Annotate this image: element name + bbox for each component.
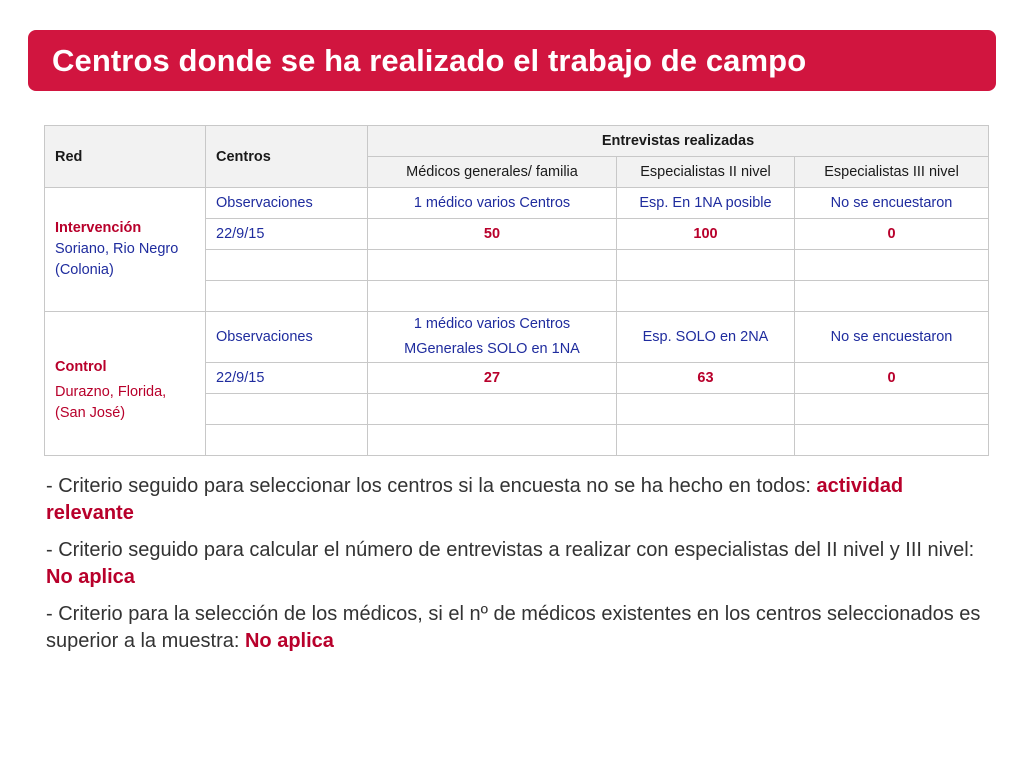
criteria-item [46,537,996,591]
value-cell: 27 [368,363,617,394]
header-entrevistas: Entrevistas realizadas [368,126,989,157]
table-row [45,188,989,219]
value-cell: 0 [795,219,989,250]
obs-cell: No se encuestaron [795,312,989,363]
empty-cell [206,394,368,425]
empty-cell [368,281,617,312]
obs-cell: Esp. SOLO en 2NA [617,312,795,363]
empty-cell [795,425,989,456]
page-title: Centros donde se ha realizado el trabajo de campo [52,42,807,78]
empty-cell [368,394,617,425]
criteria-list [46,473,996,665]
obs-cell [368,312,617,363]
header-row [45,126,989,157]
value-cell: 50 [368,219,617,250]
table-row [45,312,989,363]
criteria-text: - Criterio seguido para seleccionar los centros si la encuesta no se ha hecho en todos: [46,475,817,497]
value-cell: 0 [795,363,989,394]
obs-cell: No se encuestaron [795,188,989,219]
header-red: Red [45,126,206,188]
obs-cell: Esp. En 1NA posible [617,188,795,219]
header-especialistas-ii: Especialistas II nivel [617,157,795,188]
header-especialistas-iii: Especialistas III nivel [795,157,989,188]
empty-cell [206,281,368,312]
obs-cell: 1 médico varios Centros [368,188,617,219]
empty-cell [206,425,368,456]
value-cell: 100 [617,219,795,250]
empty-cell [368,250,617,281]
empty-cell [368,425,617,456]
criteria-text: - Criterio seguido para calcular el número de entrevistas a realizar con especialistas del II nivel y III nivel: [46,539,975,561]
group-cell-control [45,312,206,456]
group-location: Soriano, Rio Negro (Colonia) [55,241,179,278]
obs-line: 1 médico varios Centros [413,316,571,332]
empty-cell [617,281,795,312]
empty-cell [617,250,795,281]
empty-cell [617,425,795,456]
criteria-emphasis: actividad relevante [46,475,904,524]
header-medicos-generales: Médicos generales/ familia [368,157,617,188]
title-bar [28,30,996,91]
empty-cell [206,250,368,281]
group-location: Durazno, Florida, (San José) [55,384,167,421]
criteria-emphasis: No aplica [244,630,334,652]
header-centros: Centros [206,126,368,188]
criteria-text: - Criterio para la selección de los médicos, si el nº de médicos existentes en los centros seleccionados es superior a la muestra: [46,603,981,652]
fieldwork-table [44,125,989,456]
criteria-item [46,473,996,527]
group-name: Control [55,359,107,375]
obs-label: Observaciones [206,188,368,219]
empty-cell [617,394,795,425]
value-cell: 63 [617,363,795,394]
group-name: Intervención [55,220,142,236]
date-cell: 22/9/15 [206,363,368,394]
obs-line: MGenerales SOLO en 1NA [404,341,580,357]
obs-label: Observaciones [206,312,368,363]
empty-cell [795,281,989,312]
criteria-item [46,601,996,655]
criteria-emphasis: No aplica [46,566,135,588]
empty-cell [795,394,989,425]
empty-cell [795,250,989,281]
group-cell-intervencion [45,188,206,312]
date-cell: 22/9/15 [206,219,368,250]
